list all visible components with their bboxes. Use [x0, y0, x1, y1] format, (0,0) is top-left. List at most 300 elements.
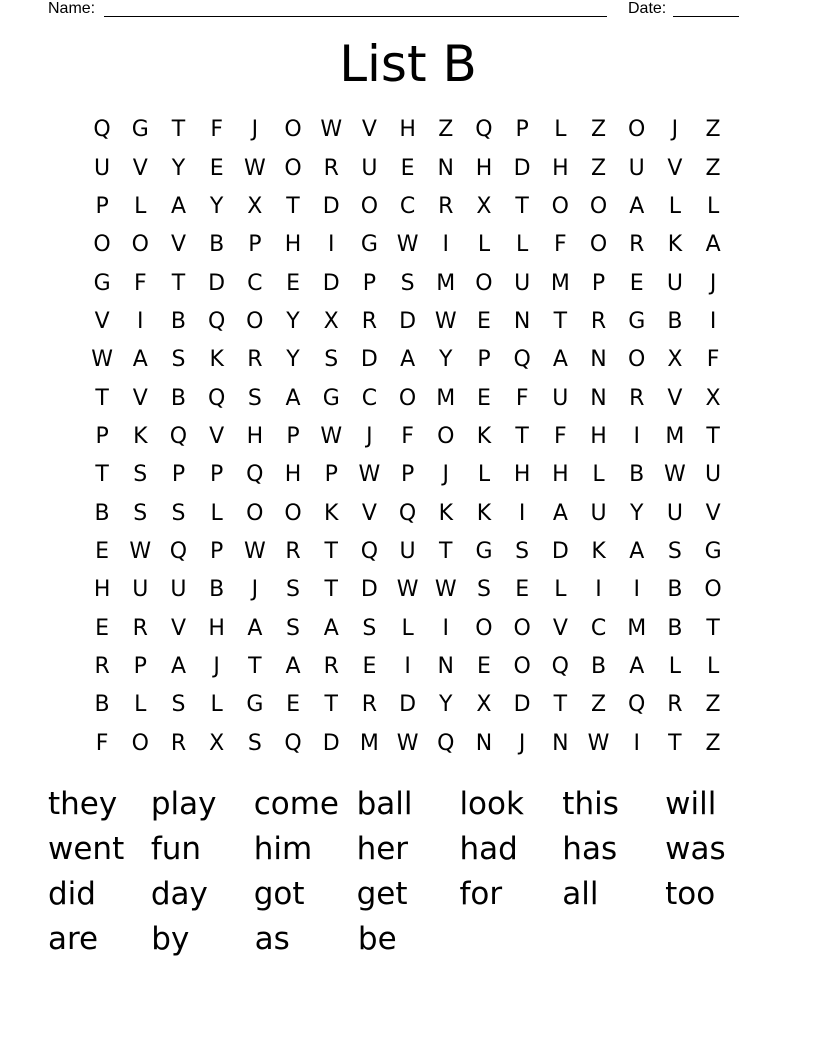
grid-letter: Z [705, 117, 721, 143]
grid-letter: S [324, 347, 339, 373]
word-item: ball [356, 786, 413, 823]
grid-letter: R [132, 615, 148, 641]
grid-letter: H [513, 462, 531, 488]
grid-letter: U [514, 270, 531, 296]
grid-letter: R [438, 193, 454, 219]
grid-row [83, 418, 733, 456]
grid-row [83, 188, 733, 226]
grid-letter: R [629, 232, 645, 258]
grid-letter: W [434, 577, 457, 603]
grid-row [83, 226, 733, 264]
grid-letter: V [667, 155, 683, 181]
grid-letter: N [590, 385, 607, 411]
grid-letter: F [401, 423, 414, 449]
grid-letter: P [477, 347, 491, 373]
word-row [48, 916, 768, 961]
grid-letter: V [132, 155, 148, 181]
word-item: her [356, 831, 409, 868]
grid-letter: P [515, 117, 529, 143]
grid-letter: V [552, 615, 568, 641]
grid-letter: P [591, 270, 606, 296]
grid-letter: F [706, 347, 720, 373]
grid-letter: T [286, 193, 300, 219]
grid-row [83, 303, 733, 341]
grid-letter: Z [705, 155, 721, 181]
grid-letter: D [322, 270, 340, 296]
grid-letter: B [94, 692, 110, 718]
grid-letter: T [95, 462, 109, 488]
grid-letter: K [324, 500, 339, 526]
grid-letter: H [552, 462, 569, 488]
grid-letter: N [552, 730, 569, 756]
grid-letter: U [705, 462, 722, 488]
grid-letter: A [170, 653, 186, 679]
grid-row [83, 725, 733, 763]
grid-letter: G [246, 692, 264, 718]
grid-letter: R [323, 653, 339, 679]
grid-letter: L [210, 500, 223, 526]
grid-letter: Z [705, 692, 721, 718]
grid-letter: H [590, 423, 607, 449]
grid-letter: W [243, 538, 266, 564]
grid-letter: R [629, 385, 645, 411]
grid-letter: Q [628, 692, 646, 718]
grid-letter: P [286, 423, 300, 449]
grid-letter: D [360, 347, 378, 373]
grid-letter: R [667, 692, 683, 718]
grid-letter: J [251, 577, 259, 603]
grid-letter: L [554, 117, 567, 143]
grid-letter: O [437, 423, 455, 449]
grid-letter: J [442, 462, 450, 488]
grid-letter: L [210, 692, 223, 718]
grid-letter: C [361, 385, 378, 411]
grid-letter: Q [169, 538, 188, 564]
grid-letter: J [251, 117, 259, 143]
grid-letter: Q [437, 730, 455, 756]
grid-letter: T [95, 385, 109, 411]
grid-letter: Q [360, 538, 379, 564]
grid-letter: X [667, 347, 683, 373]
word-item: him [253, 831, 313, 868]
grid-letter: Q [284, 730, 302, 756]
grid-letter: X [705, 385, 721, 411]
grid-letter: S [476, 577, 491, 603]
grid-letter: B [170, 385, 187, 411]
word-item: for [459, 875, 503, 912]
grid-letter: O [589, 232, 608, 258]
grid-letter: D [399, 692, 417, 718]
grid-letter: Y [629, 500, 644, 526]
grid-letter: N [513, 308, 531, 334]
grid-letter: R [361, 692, 378, 718]
grid-letter: T [706, 423, 720, 449]
grid-letter: P [400, 462, 415, 488]
grid-letter: V [667, 385, 683, 411]
grid-letter: T [553, 308, 568, 334]
grid-letter: A [323, 615, 339, 641]
grid-letter: K [209, 347, 224, 373]
grid-letter: Z [590, 155, 607, 181]
grid-letter: P [210, 538, 224, 564]
grid-letter: U [170, 577, 187, 603]
grid-letter: I [595, 577, 602, 603]
grid-letter: P [362, 270, 377, 296]
grid-row [83, 379, 733, 417]
grid-letter: G [131, 117, 149, 143]
grid-letter: L [516, 232, 529, 258]
grid-letter: B [667, 308, 683, 334]
grid-letter: R [323, 155, 339, 181]
grid-letter: E [209, 155, 224, 181]
grid-letter: J [366, 423, 373, 449]
grid-letter: Q [207, 385, 226, 411]
grid-letter: S [171, 692, 186, 718]
grid-letter: A [552, 500, 568, 526]
grid-letter: S [133, 500, 148, 526]
grid-letter: R [361, 308, 378, 334]
word-item: too [665, 875, 716, 912]
grid-letter: F [554, 232, 567, 258]
grid-letter: V [170, 615, 186, 641]
grid-letter: S [515, 538, 530, 564]
word-item: this [562, 786, 619, 823]
grid-letter: G [704, 538, 722, 564]
grid-letter: A [285, 385, 301, 411]
grid-letter: P [248, 232, 262, 258]
grid-letter: L [668, 653, 682, 679]
grid-letter: H [284, 232, 302, 258]
grid-letter: U [666, 500, 683, 526]
grid-letter: T [515, 193, 529, 219]
grid-letter: A [552, 347, 568, 373]
letter-grid [83, 111, 733, 763]
grid-letter: L [668, 193, 682, 219]
grid-row [83, 264, 733, 302]
word-item: went [48, 831, 125, 868]
grid-letter: X [476, 692, 492, 718]
grid-letter: U [666, 270, 683, 296]
grid-letter: U [590, 500, 607, 526]
grid-letter: G [628, 308, 646, 334]
grid-letter: T [324, 692, 338, 718]
word-row [48, 872, 768, 917]
grid-letter: H [208, 615, 225, 641]
grid-letter: S [286, 615, 301, 641]
grid-letter: C [590, 615, 607, 641]
grid-letter: K [476, 500, 492, 526]
grid-letter: O [628, 117, 646, 143]
grid-letter: F [515, 385, 529, 411]
grid-letter: Q [513, 347, 531, 373]
grid-letter: B [170, 308, 187, 334]
grid-letter: A [247, 615, 263, 641]
grid-letter: S [247, 730, 262, 756]
grid-letter: I [518, 500, 526, 526]
grid-letter: H [246, 423, 264, 449]
grid-letter: P [324, 462, 338, 488]
grid-letter: U [94, 155, 111, 181]
grid-letter: D [513, 692, 531, 718]
grid-letter: W [587, 730, 610, 756]
word-item: did [48, 875, 96, 912]
grid-letter: W [320, 423, 343, 449]
date-field[interactable] [673, 0, 739, 17]
grid-letter: R [94, 653, 110, 679]
grid-letter: S [247, 385, 262, 411]
word-item: come [253, 786, 339, 823]
grid-letter: E [286, 692, 300, 718]
grid-letter: F [210, 117, 223, 143]
grid-letter: F [554, 423, 567, 449]
grid-letter: S [171, 500, 186, 526]
grid-letter: A [400, 347, 416, 373]
grid-letter: K [438, 500, 453, 526]
grid-letter: O [246, 308, 264, 334]
name-field[interactable] [104, 0, 607, 17]
grid-letter: L [134, 193, 147, 219]
grid-letter: G [93, 270, 111, 296]
grid-row [83, 571, 733, 609]
grid-letter: I [137, 308, 144, 334]
grid-letter: D [513, 155, 531, 181]
word-item: day [150, 875, 208, 912]
word-item: fun [150, 831, 202, 868]
grid-letter: L [706, 193, 720, 219]
grid-letter: P [95, 423, 109, 449]
grid-letter: P [171, 462, 186, 488]
grid-letter: E [286, 270, 300, 296]
grid-letter: P [133, 653, 147, 679]
grid-letter: Y [439, 347, 453, 373]
grid-letter: R [247, 347, 263, 373]
grid-letter: U [552, 385, 569, 411]
grid-letter: D [360, 577, 378, 603]
grid-letter: J [213, 653, 220, 679]
grid-letter: L [554, 577, 567, 603]
grid-letter: A [170, 193, 186, 219]
grid-letter: O [398, 385, 417, 411]
grid-letter: U [361, 155, 378, 181]
grid-letter: K [476, 423, 492, 449]
word-item: got [253, 875, 305, 912]
grid-letter: S [286, 577, 301, 603]
grid-letter: W [129, 538, 152, 564]
grid-letter: L [134, 692, 147, 718]
grid-letter: E [477, 308, 491, 334]
grid-letter: W [396, 577, 419, 603]
word-item: get [356, 875, 408, 912]
grid-letter: O [360, 193, 379, 219]
grid-letter: M [436, 385, 456, 411]
header [48, 0, 768, 20]
grid-letter: J [518, 730, 526, 756]
grid-letter: P [95, 193, 109, 219]
grid-letter: T [553, 692, 568, 718]
word-item: will [665, 786, 717, 823]
grid-letter: N [475, 730, 493, 756]
grid-letter: W [358, 462, 381, 488]
word-item: as [254, 920, 290, 957]
name-label: Name: [48, 0, 96, 17]
grid-letter: V [94, 308, 110, 334]
grid-letter: A [629, 653, 645, 679]
grid-letter: L [477, 232, 491, 258]
grid-letter: A [285, 653, 301, 679]
grid-letter: T [706, 615, 720, 641]
grid-letter: V [361, 500, 377, 526]
grid-letter: Y [171, 155, 186, 181]
grid-letter: H [93, 577, 111, 603]
grid-letter: R [590, 308, 607, 334]
grid-letter: T [324, 577, 338, 603]
grid-letter: M [665, 423, 685, 449]
grid-letter: I [633, 577, 640, 603]
grid-letter: I [633, 730, 640, 756]
grid-letter: T [171, 270, 186, 296]
grid-letter: U [628, 155, 645, 181]
grid-letter: V [361, 117, 377, 143]
grid-letter: N [590, 347, 607, 373]
grid-letter: Z [438, 117, 454, 143]
grid-letter: Y [439, 692, 453, 718]
grid-letter: D [322, 193, 340, 219]
grid-letter: F [133, 270, 147, 296]
grid-letter: E [95, 538, 110, 564]
grid-letter: T [668, 730, 682, 756]
grid-letter: O [513, 615, 531, 641]
grid-letter: O [284, 500, 302, 526]
grid-letter: N [437, 155, 455, 181]
word-item: has [562, 831, 618, 868]
grid-letter: M [359, 730, 379, 756]
grid-letter: Y [286, 308, 300, 334]
grid-letter: X [323, 308, 339, 334]
grid-letter: Q [475, 117, 493, 143]
grid-letter: W [664, 462, 686, 488]
grid-letter: L [706, 653, 720, 679]
grid-letter: A [132, 347, 148, 373]
grid-letter: O [513, 653, 531, 679]
grid-letter: I [709, 308, 717, 334]
grid-letter: X [476, 193, 492, 219]
grid-letter: O [475, 270, 493, 296]
word-row [48, 782, 768, 827]
grid-row [83, 648, 733, 686]
grid-letter: O [131, 730, 149, 756]
date-label: Date: [628, 0, 667, 17]
grid-letter: E [400, 155, 415, 181]
grid-letter: M [550, 270, 570, 296]
word-item: play [150, 786, 217, 823]
word-item: be [357, 920, 397, 957]
grid-letter: Q [207, 308, 226, 334]
grid-letter: T [171, 117, 186, 143]
grid-row [83, 533, 733, 571]
grid-row [83, 494, 733, 532]
grid-letter: G [360, 232, 378, 258]
grid-letter: B [667, 615, 683, 641]
grid-letter: J [709, 270, 717, 296]
grid-letter: H [552, 155, 569, 181]
grid-letter: W [434, 308, 457, 334]
grid-letter: T [439, 538, 453, 564]
grid-letter: A [629, 193, 645, 219]
grid-letter: Z [590, 117, 607, 143]
grid-letter: X [247, 193, 263, 219]
word-item: look [459, 786, 524, 823]
grid-letter: D [322, 730, 340, 756]
word-item: they [48, 786, 118, 823]
grid-letter: X [209, 730, 225, 756]
grid-letter: O [628, 347, 646, 373]
grid-letter: B [209, 232, 225, 258]
grid-row [83, 456, 733, 494]
word-item: are [48, 920, 99, 957]
grid-letter: T [248, 653, 262, 679]
grid-letter: I [633, 423, 640, 449]
grid-letter: Z [705, 730, 721, 756]
grid-letter: O [284, 155, 302, 181]
grid-letter: J [671, 117, 679, 143]
grid-letter: T [515, 423, 529, 449]
grid-letter: O [475, 615, 493, 641]
grid-letter: E [515, 577, 530, 603]
grid-letter: O [131, 232, 149, 258]
grid-letter: G [475, 538, 493, 564]
word-list [48, 782, 768, 961]
grid-letter: S [133, 462, 148, 488]
grid-letter: O [93, 232, 111, 258]
grid-letter: N [437, 653, 455, 679]
grid-row [83, 111, 733, 149]
grid-letter: K [591, 538, 606, 564]
grid-letter: W [396, 730, 419, 756]
grid-letter: E [95, 615, 110, 641]
word-row [48, 827, 768, 872]
grid-row [83, 609, 733, 647]
grid-letter: O [284, 117, 302, 143]
grid-letter: G [322, 385, 340, 411]
grid-letter: U [399, 538, 416, 564]
grid-letter: B [629, 462, 645, 488]
page-title: List B [339, 35, 477, 93]
grid-letter: C [399, 193, 416, 219]
grid-letter: I [327, 232, 335, 258]
grid-letter: O [551, 193, 569, 219]
grid-letter: O [704, 577, 722, 603]
grid-letter: B [94, 500, 110, 526]
grid-letter: L [477, 462, 491, 488]
grid-letter: D [399, 308, 417, 334]
grid-letter: Y [209, 193, 224, 219]
grid-letter: E [477, 385, 491, 411]
grid-letter: S [362, 615, 377, 641]
grid-letter: K [667, 232, 683, 258]
grid-letter: E [629, 270, 644, 296]
grid-letter: T [324, 538, 338, 564]
grid-letter: V [170, 232, 186, 258]
word-item: all [562, 875, 599, 912]
grid-letter: V [132, 385, 148, 411]
grid-letter: S [171, 347, 186, 373]
grid-letter: I [404, 653, 411, 679]
grid-letter: W [320, 117, 343, 143]
grid-letter: B [209, 577, 225, 603]
grid-letter: V [705, 500, 721, 526]
grid-letter: R [170, 730, 187, 756]
word-item: by [151, 920, 190, 957]
